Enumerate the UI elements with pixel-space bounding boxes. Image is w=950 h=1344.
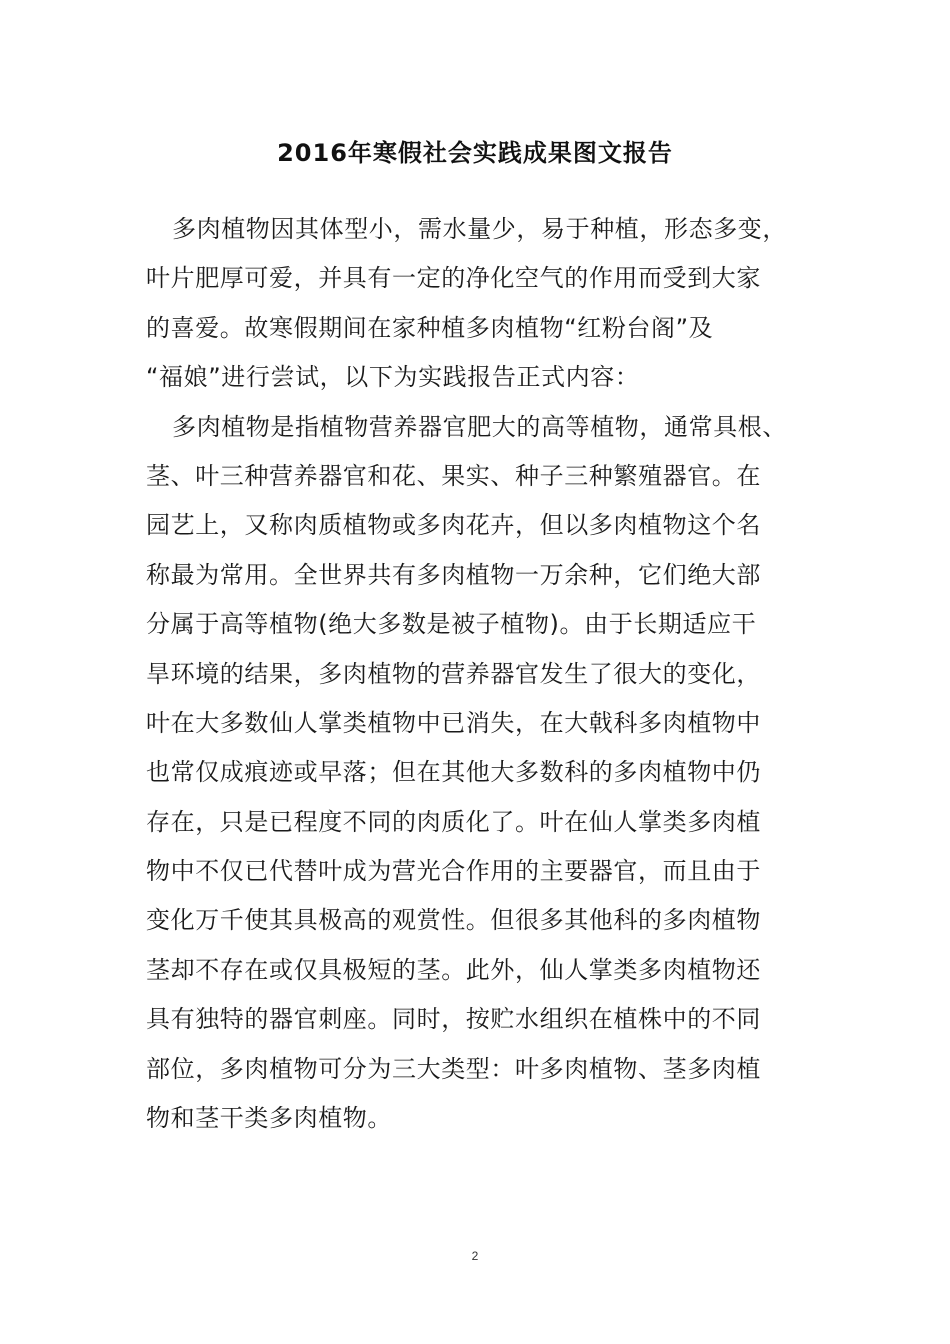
text-line: 也常仅成痕迹或早落；但在其他大多数科的多肉植物中仍 [146, 758, 761, 787]
text-line: 茎、叶三种营养器官和花、果实、种子三种繁殖器官。在 [146, 461, 761, 490]
text-line: 的喜爱。故寒假期间在家种植多肉植物“红粉台阁”及 [146, 313, 714, 342]
paragraph-description [146, 403, 806, 1144]
text-line: 部位，多肉植物可分为三大类型：叶多肉植物、茎多肉植 [146, 1054, 761, 1083]
text-line: 叶片肥厚可爱，并具有一定的净化空气的作用而受到大家 [146, 264, 761, 293]
text-line: 物中不仅已代替叶成为营光合作用的主要器官，而且由于 [146, 857, 761, 886]
document-title: 2016年寒假社会实践成果图文报告 [277, 139, 673, 167]
document-body [146, 205, 806, 1143]
paragraph-intro [146, 205, 806, 403]
text-line: 茎却不存在或仅具极短的茎。此外，仙人掌类多肉植物还 [146, 955, 761, 984]
text-line: 多肉植物是指植物营养器官肥大的高等植物，通常具根、 [172, 412, 787, 441]
text-line: 存在，只是已程度不同的肉质化了。叶在仙人掌类多肉植 [146, 807, 761, 836]
text-line: 具有独特的器官刺座。同时，按贮水组织在植株中的不同 [146, 1005, 761, 1034]
text-line: 多肉植物因其体型小，需水量少，易于种植，形态多变， [172, 215, 787, 243]
text-line: 分属于高等植物(绝大多数是被子植物)。由于长期适应干 [146, 610, 757, 639]
text-line: “福娘”进行尝试，以下为实践报告正式内容： [146, 363, 640, 392]
text-line: 物和茎干类多肉植物。 [146, 1104, 392, 1133]
text-line: 叶在大多数仙人掌类植物中已消失，在大戟科多肉植物中 [146, 708, 761, 737]
text-line: 称最为常用。全世界共有多肉植物一万余种，它们绝大部 [146, 560, 761, 589]
text-line: 变化万千使其具极高的观赏性。但很多其他科的多肉植物 [146, 906, 761, 935]
text-line: 旱环境的结果，多肉植物的营养器官发生了很大的变化， [146, 659, 761, 688]
text-line: 园艺上，又称肉质植物或多肉花卉，但以多肉植物这个名 [146, 511, 761, 540]
page-number: 2 [471, 1249, 479, 1263]
